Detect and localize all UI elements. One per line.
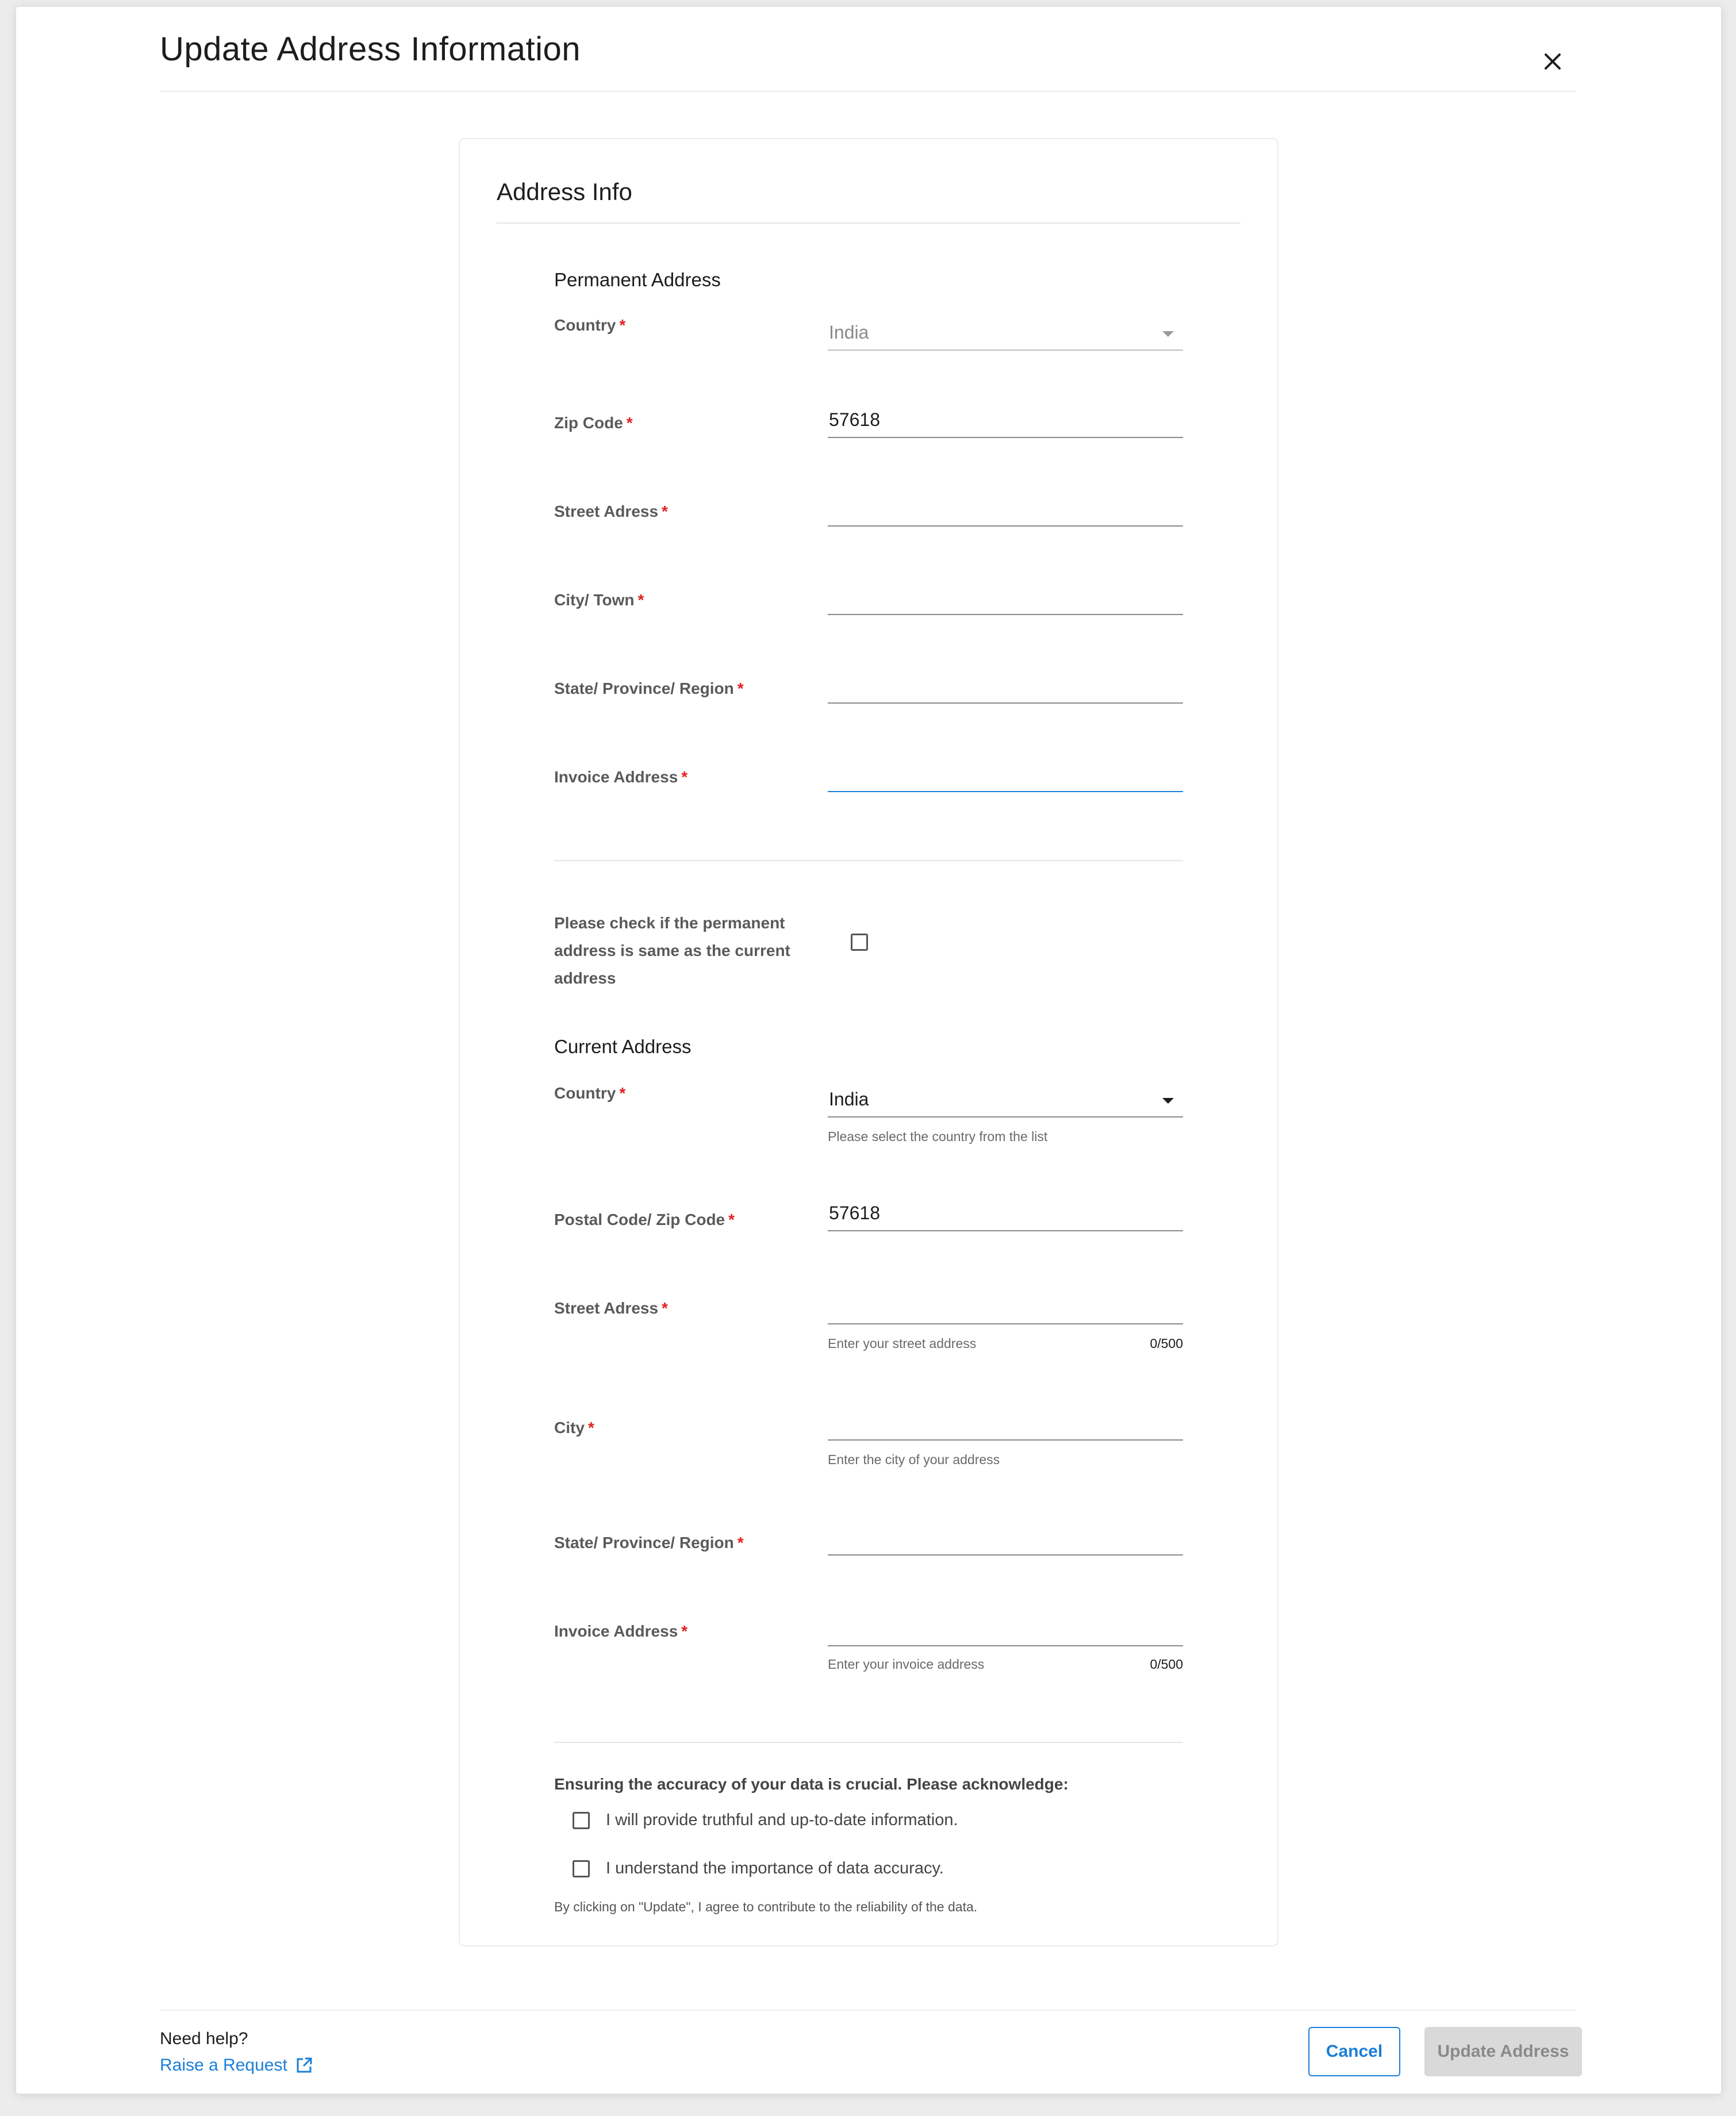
permanent-city-label: City/ Town *: [554, 591, 644, 609]
current-state-input[interactable]: [828, 1520, 1183, 1556]
section-divider: [554, 860, 1183, 861]
current-street-input[interactable]: [828, 1289, 1183, 1324]
required-mark: *: [681, 768, 688, 786]
update-address-dialog: [16, 7, 1721, 2094]
required-mark: *: [619, 316, 626, 334]
required-mark: *: [681, 1622, 688, 1640]
current-street-counter: 0/500: [1150, 1336, 1183, 1351]
current-state-label: State/ Province/ Region *: [554, 1534, 744, 1552]
footer-divider: [160, 2010, 1576, 2011]
current-city-input[interactable]: [828, 1405, 1183, 1441]
permanent-country-value: India: [829, 321, 869, 343]
same-address-label: Please check if the permanent address is same as the current address: [554, 914, 790, 987]
raise-request-link[interactable]: [160, 2056, 313, 2075]
current-country-label: Country *: [554, 1084, 626, 1102]
current-invoice-label: Invoice Address *: [554, 1622, 688, 1640]
current-invoice-input[interactable]: [828, 1611, 1183, 1646]
permanent-state-label: State/ Province/ Region *: [554, 679, 744, 697]
required-mark: *: [662, 502, 668, 520]
close-button[interactable]: [1538, 47, 1567, 76]
dialog-title: Update Address Information: [160, 30, 581, 68]
required-mark: *: [587, 1419, 594, 1437]
chevron-down-icon: [1162, 1098, 1174, 1104]
acknowledge-heading: Ensuring the accuracy of your data is crucial. Please acknowledge:: [554, 1775, 1069, 1793]
permanent-street-input[interactable]: [828, 491, 1183, 527]
current-country-helper: Please select the country from the list: [828, 1129, 1048, 1144]
permanent-country-label: Country *: [554, 316, 626, 334]
permanent-city-input[interactable]: [828, 579, 1183, 615]
card-divider: [497, 222, 1240, 224]
cancel-button[interactable]: Cancel: [1308, 2027, 1400, 2076]
acknowledge-accuracy-label: I understand the importance of data accuracy.: [606, 1859, 944, 1877]
permanent-zip-label: Zip Code *: [554, 414, 633, 432]
current-city-label: City *: [554, 1419, 594, 1437]
current-postal-input[interactable]: 57618: [828, 1196, 1183, 1231]
current-address-title: Current Address: [554, 1036, 692, 1057]
acknowledge-accuracy-checkbox[interactable]: [573, 1860, 590, 1877]
required-mark: *: [737, 679, 744, 697]
current-street-helper: Enter your street address: [828, 1336, 977, 1351]
need-help-text: Need help?: [160, 2029, 248, 2048]
required-mark: *: [626, 414, 633, 432]
required-mark: *: [619, 1084, 626, 1102]
current-invoice-counter: 0/500: [1150, 1657, 1183, 1672]
permanent-invoice-input[interactable]: [828, 756, 1183, 792]
raise-request-label: Raise a Request: [160, 2056, 287, 2075]
permanent-invoice-label: Invoice Address *: [554, 768, 688, 786]
required-mark: *: [637, 591, 644, 609]
current-invoice-helper: Enter your invoice address: [828, 1657, 985, 1672]
external-link-icon: [295, 2057, 313, 2074]
required-mark: *: [662, 1299, 668, 1317]
section-divider: [554, 1742, 1183, 1743]
chevron-down-icon: [1162, 331, 1174, 337]
required-mark: *: [728, 1211, 735, 1228]
update-address-button[interactable]: Update Address: [1424, 2027, 1582, 2076]
disclaimer-text: By clicking on "Update", I agree to contribute to the reliability of the data.: [554, 1899, 978, 1914]
address-info-card: [459, 138, 1278, 1946]
current-postal-label: Postal Code/ Zip Code *: [554, 1211, 735, 1228]
same-address-checkbox[interactable]: [851, 934, 868, 951]
permanent-zip-input[interactable]: 57618: [828, 402, 1183, 438]
permanent-country-select[interactable]: [828, 315, 1183, 351]
current-street-label: Street Adress *: [554, 1299, 668, 1317]
permanent-address-title: Permanent Address: [554, 269, 721, 290]
card-title: Address Info: [497, 178, 632, 205]
permanent-state-input[interactable]: [828, 668, 1183, 704]
permanent-street-label: Street Adress *: [554, 502, 668, 520]
current-country-value: India: [829, 1088, 869, 1109]
dialog-header: [160, 7, 1576, 92]
close-icon: [1544, 53, 1561, 70]
current-country-select[interactable]: [828, 1082, 1183, 1117]
acknowledge-truthful-label: I will provide truthful and up-to-date information.: [606, 1811, 958, 1829]
acknowledge-truthful-checkbox[interactable]: [573, 1812, 590, 1829]
current-city-helper: Enter the city of your address: [828, 1452, 1000, 1467]
required-mark: *: [737, 1534, 744, 1552]
